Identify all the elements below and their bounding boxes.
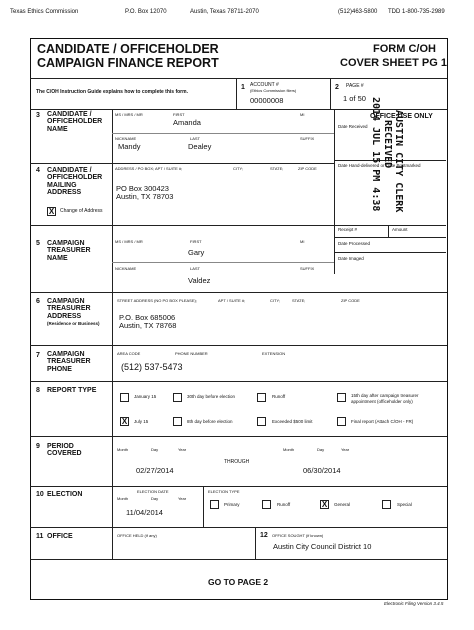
s6-address-line2[interactable]: Austin, TX 78768 xyxy=(119,321,177,330)
s12-number: 12 xyxy=(260,532,268,539)
s3-mi-field: MI xyxy=(300,112,305,117)
version-label: Electronic Filing Version 3.4.5 xyxy=(384,601,444,606)
election-runoff-checkbox[interactable] xyxy=(262,500,271,509)
change-of-address-checkbox[interactable]: X xyxy=(48,207,55,216)
agency-city: Austin, Texas 78711-2070 xyxy=(190,9,259,15)
s4-number: 4 xyxy=(36,167,40,174)
form-title-line1: CANDIDATE / OFFICEHOLDER xyxy=(37,42,219,56)
report-15day-checkbox[interactable] xyxy=(337,393,346,402)
election-primary-checkbox[interactable] xyxy=(210,500,219,509)
form-title-line2: CAMPAIGN FINANCE REPORT xyxy=(37,56,219,70)
report-exceeded-checkbox[interactable] xyxy=(257,417,266,426)
s9-from-year-field: Year xyxy=(178,447,187,452)
s3-last-field: LAST xyxy=(190,136,201,141)
s3-last-value[interactable]: Dealey xyxy=(188,142,212,151)
s3-suffix-field: SUFFIX xyxy=(300,136,315,141)
s7-phone-value[interactable]: (512) 537-5473 xyxy=(121,362,183,372)
s3-title-field: MS / MRS / MR xyxy=(115,112,143,117)
election-special-label: Special xyxy=(397,502,412,507)
po-box: P.O. Box 12070 xyxy=(125,9,167,15)
report-15day-label: 15th day after campaign treasurer appointment (officeholder only) xyxy=(351,393,419,404)
s6-sub-label: (Residence or Business) xyxy=(47,321,100,326)
report-8day-label: 8th day before election xyxy=(187,419,233,424)
received-stamp-line1: AUSTIN CITY CLERK xyxy=(393,110,404,213)
received-stamp-line2: RECEIVED xyxy=(382,120,393,169)
s11-label: OFFICE xyxy=(47,533,73,540)
office-use-label: OFFICE USE ONLY xyxy=(370,113,433,120)
s5-first-value[interactable]: Gary xyxy=(188,248,205,257)
report-jul15-checkbox[interactable]: X xyxy=(121,417,128,426)
period-to-value[interactable]: 06/30/2014 xyxy=(303,466,341,475)
change-of-address-label: Change of Address xyxy=(60,208,103,214)
s9-to-month-field: Month xyxy=(283,447,295,452)
page-label: PAGE # xyxy=(346,83,364,89)
s5-title-field: MS / MRS / MR xyxy=(115,239,143,244)
s7-number: 7 xyxy=(36,352,40,359)
s7-phone-field: PHONE NUMBER xyxy=(175,351,208,356)
instruction-text: The C/OH Instruction Guide explains how to complete this form. xyxy=(36,89,188,95)
report-jul15-label: July 15 xyxy=(134,419,149,424)
s4-zip-field: ZIP CODE xyxy=(298,166,317,171)
s9-from-day-field: Day xyxy=(151,447,159,452)
report-jan15-checkbox[interactable] xyxy=(120,393,129,402)
s6-address-field: STREET ADDRESS (NO PO BOX PLEASE); xyxy=(117,298,197,303)
s6-number: 6 xyxy=(36,298,40,305)
election-special-checkbox[interactable] xyxy=(382,500,391,509)
s5-first-field: FIRST xyxy=(190,239,202,244)
period-through-label: THROUGH xyxy=(224,459,250,465)
report-runoff-label: Runoff xyxy=(272,394,286,399)
s6-label: CAMPAIGN TREASURER ADDRESS xyxy=(47,298,91,320)
s11-number: 11 xyxy=(36,533,44,540)
form-code: FORM C/OH xyxy=(373,43,436,55)
report-30day-checkbox[interactable] xyxy=(173,393,182,402)
s7-ext-field: EXTENSION xyxy=(262,351,286,356)
page-number-label: 2 xyxy=(335,84,339,91)
account-sub: (Ethics Commission filers) xyxy=(250,88,297,93)
s5-mi-field: MI xyxy=(300,239,305,244)
s4-state-field: STATE; xyxy=(270,166,284,171)
s4-label: CANDIDATE / OFFICEHOLDER MAILING ADDRESS xyxy=(47,167,103,197)
election-primary-label: Primary xyxy=(224,502,240,507)
page-value[interactable]: 1 of 50 xyxy=(343,94,366,103)
s10-label: ELECTION xyxy=(47,491,83,498)
report-runoff-checkbox[interactable] xyxy=(257,393,266,402)
report-final-label: Final report (Attach C/OH - FR) xyxy=(351,419,414,424)
s10-month-field: Month xyxy=(117,496,129,501)
report-30day-label: 30th day before election xyxy=(187,394,236,399)
office-held-field: OFFICE HELD (if any) xyxy=(117,533,157,538)
s5-last-field: LAST xyxy=(190,266,201,271)
go-to-page-2: GO TO PAGE 2 xyxy=(208,577,269,587)
office-sought-value[interactable]: Austin City Council District 10 xyxy=(273,542,372,551)
s3-label: CANDIDATE / OFFICEHOLDER NAME xyxy=(47,111,103,133)
s10-year-field: Year xyxy=(178,496,187,501)
s9-from-month-field: Month xyxy=(117,447,129,452)
s9-label: PERIOD COVERED xyxy=(47,443,82,458)
s7-label: CAMPAIGN TREASURER PHONE xyxy=(47,351,91,373)
s6-apt-field: APT / SUITE #; xyxy=(218,298,246,303)
date-imaged-label: Date Imaged xyxy=(338,256,364,261)
s8-number: 8 xyxy=(36,387,40,394)
s5-suffix-field: SUFFIX xyxy=(300,266,315,271)
s3-nickname-value[interactable]: Mandy xyxy=(118,142,141,151)
s10-day-field: Day xyxy=(151,496,159,501)
s3-number: 3 xyxy=(36,112,40,119)
s5-last-value[interactable]: Valdez xyxy=(188,276,211,285)
s6-state-field: STATE; xyxy=(292,298,306,303)
account-value[interactable]: 00000008 xyxy=(250,96,284,105)
election-general-checkbox[interactable]: X xyxy=(321,500,328,509)
s3-nickname-field: NICKNAME xyxy=(115,136,137,141)
s10-date-field: ELECTION DATE xyxy=(137,489,169,494)
s4-address-field: ADDRESS / PO BOX; APT / SUITE #; xyxy=(115,166,183,171)
s3-first-field: FIRST xyxy=(173,112,185,117)
s9-number: 9 xyxy=(36,443,40,450)
s6-address-line1[interactable]: P.O. Box 685006 xyxy=(119,313,176,322)
office-sought-field: OFFICE SOUGHT (if known) xyxy=(272,533,324,538)
report-8day-checkbox[interactable] xyxy=(173,417,182,426)
report-exceeded-label: Exceeded $500 limit xyxy=(272,419,313,424)
agency-tdd: TDD 1-800-735-2989 xyxy=(388,9,445,15)
s3-first-value[interactable]: Amanda xyxy=(173,118,201,127)
period-from-value[interactable]: 02/27/2014 xyxy=(136,466,174,475)
receipt-label: Receipt # xyxy=(338,227,358,232)
amount-label: Amount xyxy=(392,227,408,232)
s8-label: REPORT TYPE xyxy=(47,387,97,394)
report-jan15-label: January 15 xyxy=(134,394,157,399)
s4-address-line2[interactable]: Austin, TX 78703 xyxy=(116,192,174,201)
s4-city-field: CITY; xyxy=(233,166,243,171)
account-label: ACCOUNT # xyxy=(250,82,279,88)
s5-label: CAMPAIGN TREASURER NAME xyxy=(47,240,91,262)
cover-sheet-label: COVER SHEET PG 1 xyxy=(340,57,447,69)
date-processed-label: Date Processed xyxy=(338,241,371,246)
report-final-checkbox[interactable] xyxy=(337,417,346,426)
s10-number: 10 xyxy=(36,491,44,498)
agency-phone: (512)463-5800 xyxy=(338,9,378,15)
s6-city-field: CITY; xyxy=(270,298,280,303)
s9-to-day-field: Day xyxy=(317,447,325,452)
received-stamp-line3: 2014 JUL 15 PM 4:38 xyxy=(370,97,381,212)
s5-nickname-field: NICKNAME xyxy=(115,266,137,271)
s6-zip-field: ZIP CODE xyxy=(341,298,360,303)
account-number-label: 1 xyxy=(241,84,245,91)
s10-type-field: ELECTION TYPE xyxy=(208,489,240,494)
election-general-label: General xyxy=(334,502,351,507)
s4-address-line1[interactable]: PO Box 300423 xyxy=(116,184,169,193)
s5-number: 5 xyxy=(36,240,40,247)
date-received-label: Date Received xyxy=(338,124,368,129)
agency-name: Texas Ethics Commission xyxy=(10,9,79,15)
s9-to-year-field: Year xyxy=(341,447,350,452)
date-hand-label: Date Hand-delivered or Date Postmarked xyxy=(338,163,421,168)
s7-area-field: AREA CODE xyxy=(117,351,141,356)
election-date-value[interactable]: 11/04/2014 xyxy=(126,508,163,517)
election-runoff-label: Runoff xyxy=(277,502,291,507)
